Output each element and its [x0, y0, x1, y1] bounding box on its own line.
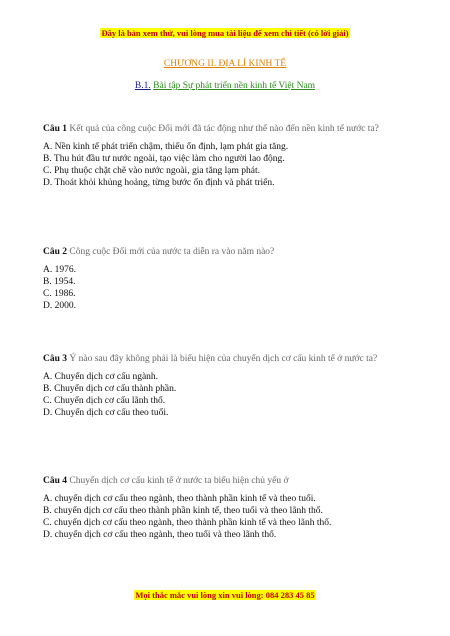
contact-banner: [0, 590, 450, 600]
answer-option-b: B. Chuyển dịch cơ cấu thành phần.: [43, 384, 177, 394]
question-stem: [43, 353, 423, 365]
answer-option-b: B. Thu hút đầu tư nước ngoài, tạo việc làm cho người lao động.: [43, 154, 285, 164]
preview-notice-banner: [0, 28, 450, 38]
section-heading: [0, 81, 450, 91]
section-number: B.1.: [134, 81, 151, 91]
question-stem: [43, 475, 423, 487]
chapter-heading: CHƯƠNG II. ĐỊA LÍ KINH TẾ: [163, 59, 287, 69]
question-stem: [43, 246, 423, 258]
question-3: [43, 353, 423, 419]
answer-option-d: D. Thoát khỏi khủng hoảng, từng bước ổn định và phát triển.: [43, 178, 275, 188]
question-text: Chuyển dịch cơ cấu kinh tế ở nước ta biểu hiện chủ yếu ở: [69, 476, 289, 486]
question-1: [43, 123, 423, 189]
answer-option-c: C. Phụ thuộc chặt chẽ vào nước ngoài, gia tăng lạm phát.: [43, 166, 261, 176]
answer-option-d: D. Chuyển dịch cơ cấu theo tuổi.: [43, 408, 169, 418]
answer-option-a: A. Nền kinh tế phát triển chậm, thiếu ổn định, lạm phát gia tăng.: [43, 142, 289, 152]
section-title-link[interactable]: Bài tập Sự phát triển nền kinh tế Việt Nam: [153, 81, 316, 91]
answer-option-c: C. 1986.: [43, 289, 76, 299]
answer-option-c: C. Chuyển dịch cơ cấu lãnh thổ.: [43, 396, 166, 406]
answer-option-b: B. 1954.: [43, 277, 76, 287]
question-stem: [43, 123, 423, 135]
answer-option-c: C. chuyển dịch cơ cấu theo ngành, theo thành phần kinh tế và theo lãnh thổ.: [43, 518, 332, 528]
answer-option-a: A. 1976.: [43, 265, 76, 275]
contact-text: Mọi thắc mắc vui lòng xin vui lòng: 084 283 45 85: [135, 590, 315, 600]
question-4: [43, 475, 423, 541]
answer-option-d: D. chuyển dịch cơ cấu theo ngành, theo tuổi và theo lãnh thổ.: [43, 530, 277, 540]
question-label: Câu 4: [43, 476, 68, 486]
answer-option-d: D. 2000.: [43, 301, 76, 311]
question-text: Công cuộc Đổi mới của nước ta diễn ra vào năm nào?: [69, 247, 275, 257]
question-label: Câu 2: [43, 247, 68, 257]
question-label: Câu 3: [43, 354, 68, 364]
question-2: [43, 246, 423, 312]
question-text: Kết quả của công cuộc Đổi mới đã tác động như thế nào đến nền kinh tế nước ta?: [69, 124, 379, 134]
preview-notice-text: Đây là bản xem thử, vui lòng mua tài liệu để xem chi tiết (có lời giải): [101, 28, 349, 38]
answer-option-a: A. Chuyển dịch cơ cấu ngành.: [43, 372, 159, 382]
question-text: Ý nào sau đây không phải là biểu hiện của chuyển dịch cơ cấu kinh tế ở nước ta?: [69, 354, 378, 364]
answer-option-a: A. chuyển dịch cơ cấu theo ngành, theo thành phần kinh tế và theo tuổi.: [43, 494, 316, 504]
question-label: Câu 1: [43, 124, 68, 134]
answer-option-b: B. chuyển dịch cơ cấu theo thành phần kinh tế, theo tuổi và theo lãnh thổ.: [43, 506, 323, 516]
